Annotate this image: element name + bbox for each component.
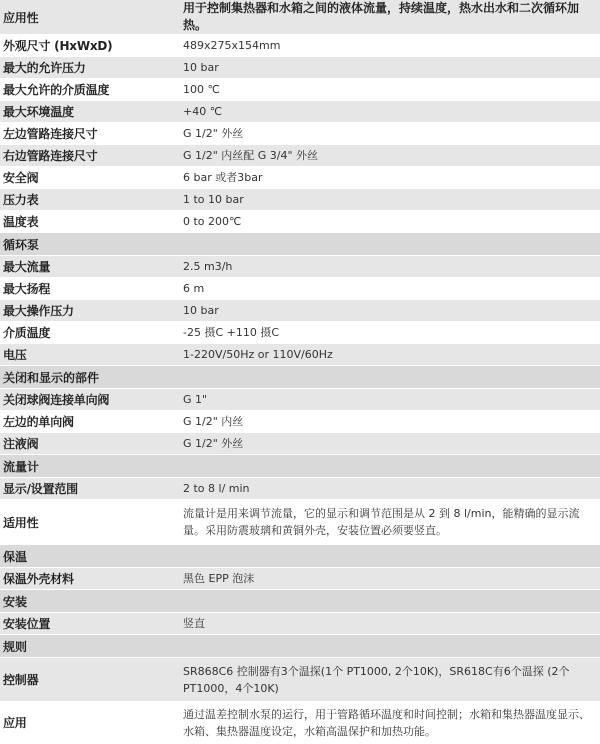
spec-value: G 1/2" 内丝: [175, 411, 600, 433]
spec-value: G 1/2" 内丝配 G 3/4" 外丝: [175, 145, 600, 167]
spec-label: 介质温度: [0, 322, 175, 344]
spec-label: 最大操作压力: [0, 300, 175, 322]
spec-label: 应用性: [0, 0, 175, 35]
spec-label: 安全阀: [0, 167, 175, 189]
section-title: 规则: [0, 635, 600, 658]
spec-label: 温度表: [0, 211, 175, 233]
spec-label: 显示/设置范围: [0, 478, 175, 500]
spec-value: 0 to 200℃: [175, 211, 600, 233]
section-title: 安装: [0, 590, 600, 613]
spec-value: G 1/2" 外丝: [175, 123, 600, 145]
spec-row: [0, 278, 600, 300]
spec-row: [0, 35, 600, 57]
section-header-row: [0, 590, 600, 613]
section-header-row: [0, 635, 600, 658]
spec-value: 489x275x154mm: [175, 35, 600, 57]
spec-value: 流量计是用来调节流量，它的显示和调节范围是从 2 到 8 l/min，能精确的显示流量。采用防震玻璃和黄铜外壳，安装位置必须要竖直。: [175, 500, 600, 545]
spec-label: 最大允许的介质温度: [0, 79, 175, 101]
spec-value: 用于控制集热器和水箱之间的液体流量，持续温度，热水出水和二次循环加热。: [175, 0, 600, 35]
spec-value: 通过温差控制水泵的运行，用于管路循环温度和时间控制；水箱和集热器温度显示、水箱、集热器温度设定，水箱高温保护和加热功能。: [175, 702, 600, 744]
spec-row: [0, 322, 600, 344]
spec-row: [0, 300, 600, 322]
spec-value: 10 bar: [175, 57, 600, 79]
spec-label: 关闭球阀连接单向阀: [0, 389, 175, 411]
spec-row: [0, 568, 600, 590]
section-header-row: [0, 545, 600, 568]
spec-row: [0, 478, 600, 500]
spec-label: 注液阀: [0, 433, 175, 455]
spec-row: [0, 123, 600, 145]
spec-label: 安装位置: [0, 613, 175, 635]
spec-value: 10 bar: [175, 300, 600, 322]
spec-value: 黑色 EPP 泡沫: [175, 568, 600, 590]
spec-row: [0, 389, 600, 411]
spec-row: [0, 500, 600, 545]
spec-row: [0, 433, 600, 455]
spec-label: 控制器: [0, 658, 175, 702]
spec-row: [0, 211, 600, 233]
spec-row: [0, 411, 600, 433]
spec-label: 外观尺寸 (HxWxD): [0, 35, 175, 57]
section-title: 流量计: [0, 455, 600, 478]
section-title: 循环泵: [0, 233, 600, 256]
spec-value: 竖直: [175, 613, 600, 635]
spec-label: 最大扬程: [0, 278, 175, 300]
spec-row: [0, 0, 600, 35]
spec-value: 6 m: [175, 278, 600, 300]
section-header-row: [0, 366, 600, 389]
spec-value: SR868C6 控制器有3个温探(1个 PT1000, 2个10K)，SR618C有6个温探 (2个 PT1000，4个10K): [175, 658, 600, 702]
spec-value: G 1": [175, 389, 600, 411]
spec-label: 右边管路连接尺寸: [0, 145, 175, 167]
spec-value: 100 ℃: [175, 79, 600, 101]
spec-row: [0, 145, 600, 167]
section-title: 保温: [0, 545, 600, 568]
spec-row: [0, 256, 600, 278]
spec-row: [0, 79, 600, 101]
spec-row: [0, 613, 600, 635]
spec-label: 压力表: [0, 189, 175, 211]
spec-row: [0, 702, 600, 744]
spec-value: +40 ℃: [175, 101, 600, 123]
spec-value: 6 bar 或者3bar: [175, 167, 600, 189]
spec-label: 适用性: [0, 500, 175, 545]
spec-value: 1-220V/50Hz or 110V/60Hz: [175, 344, 600, 366]
spec-label: 最大的允许压力: [0, 57, 175, 79]
spec-value: -25 摄C +110 摄C: [175, 322, 600, 344]
spec-label: 电压: [0, 344, 175, 366]
spec-label: 左边的单向阀: [0, 411, 175, 433]
spec-row: [0, 101, 600, 123]
spec-row: [0, 344, 600, 366]
spec-label: 保温外壳材料: [0, 568, 175, 590]
spec-row: [0, 167, 600, 189]
section-header-row: [0, 233, 600, 256]
spec-label: 应用: [0, 702, 175, 744]
spec-value: 2.5 m3/h: [175, 256, 600, 278]
spec-label: 左边管路连接尺寸: [0, 123, 175, 145]
spec-value: G 1/2" 外丝: [175, 433, 600, 455]
spec-value: 2 to 8 l/ min: [175, 478, 600, 500]
spec-row: [0, 658, 600, 702]
spec-value: 1 to 10 bar: [175, 189, 600, 211]
section-title: 关闭和显示的部件: [0, 366, 600, 389]
spec-row: [0, 57, 600, 79]
section-header-row: [0, 455, 600, 478]
spec-label: 最大环境温度: [0, 101, 175, 123]
spec-label: 最大流量: [0, 256, 175, 278]
spec-row: [0, 189, 600, 211]
